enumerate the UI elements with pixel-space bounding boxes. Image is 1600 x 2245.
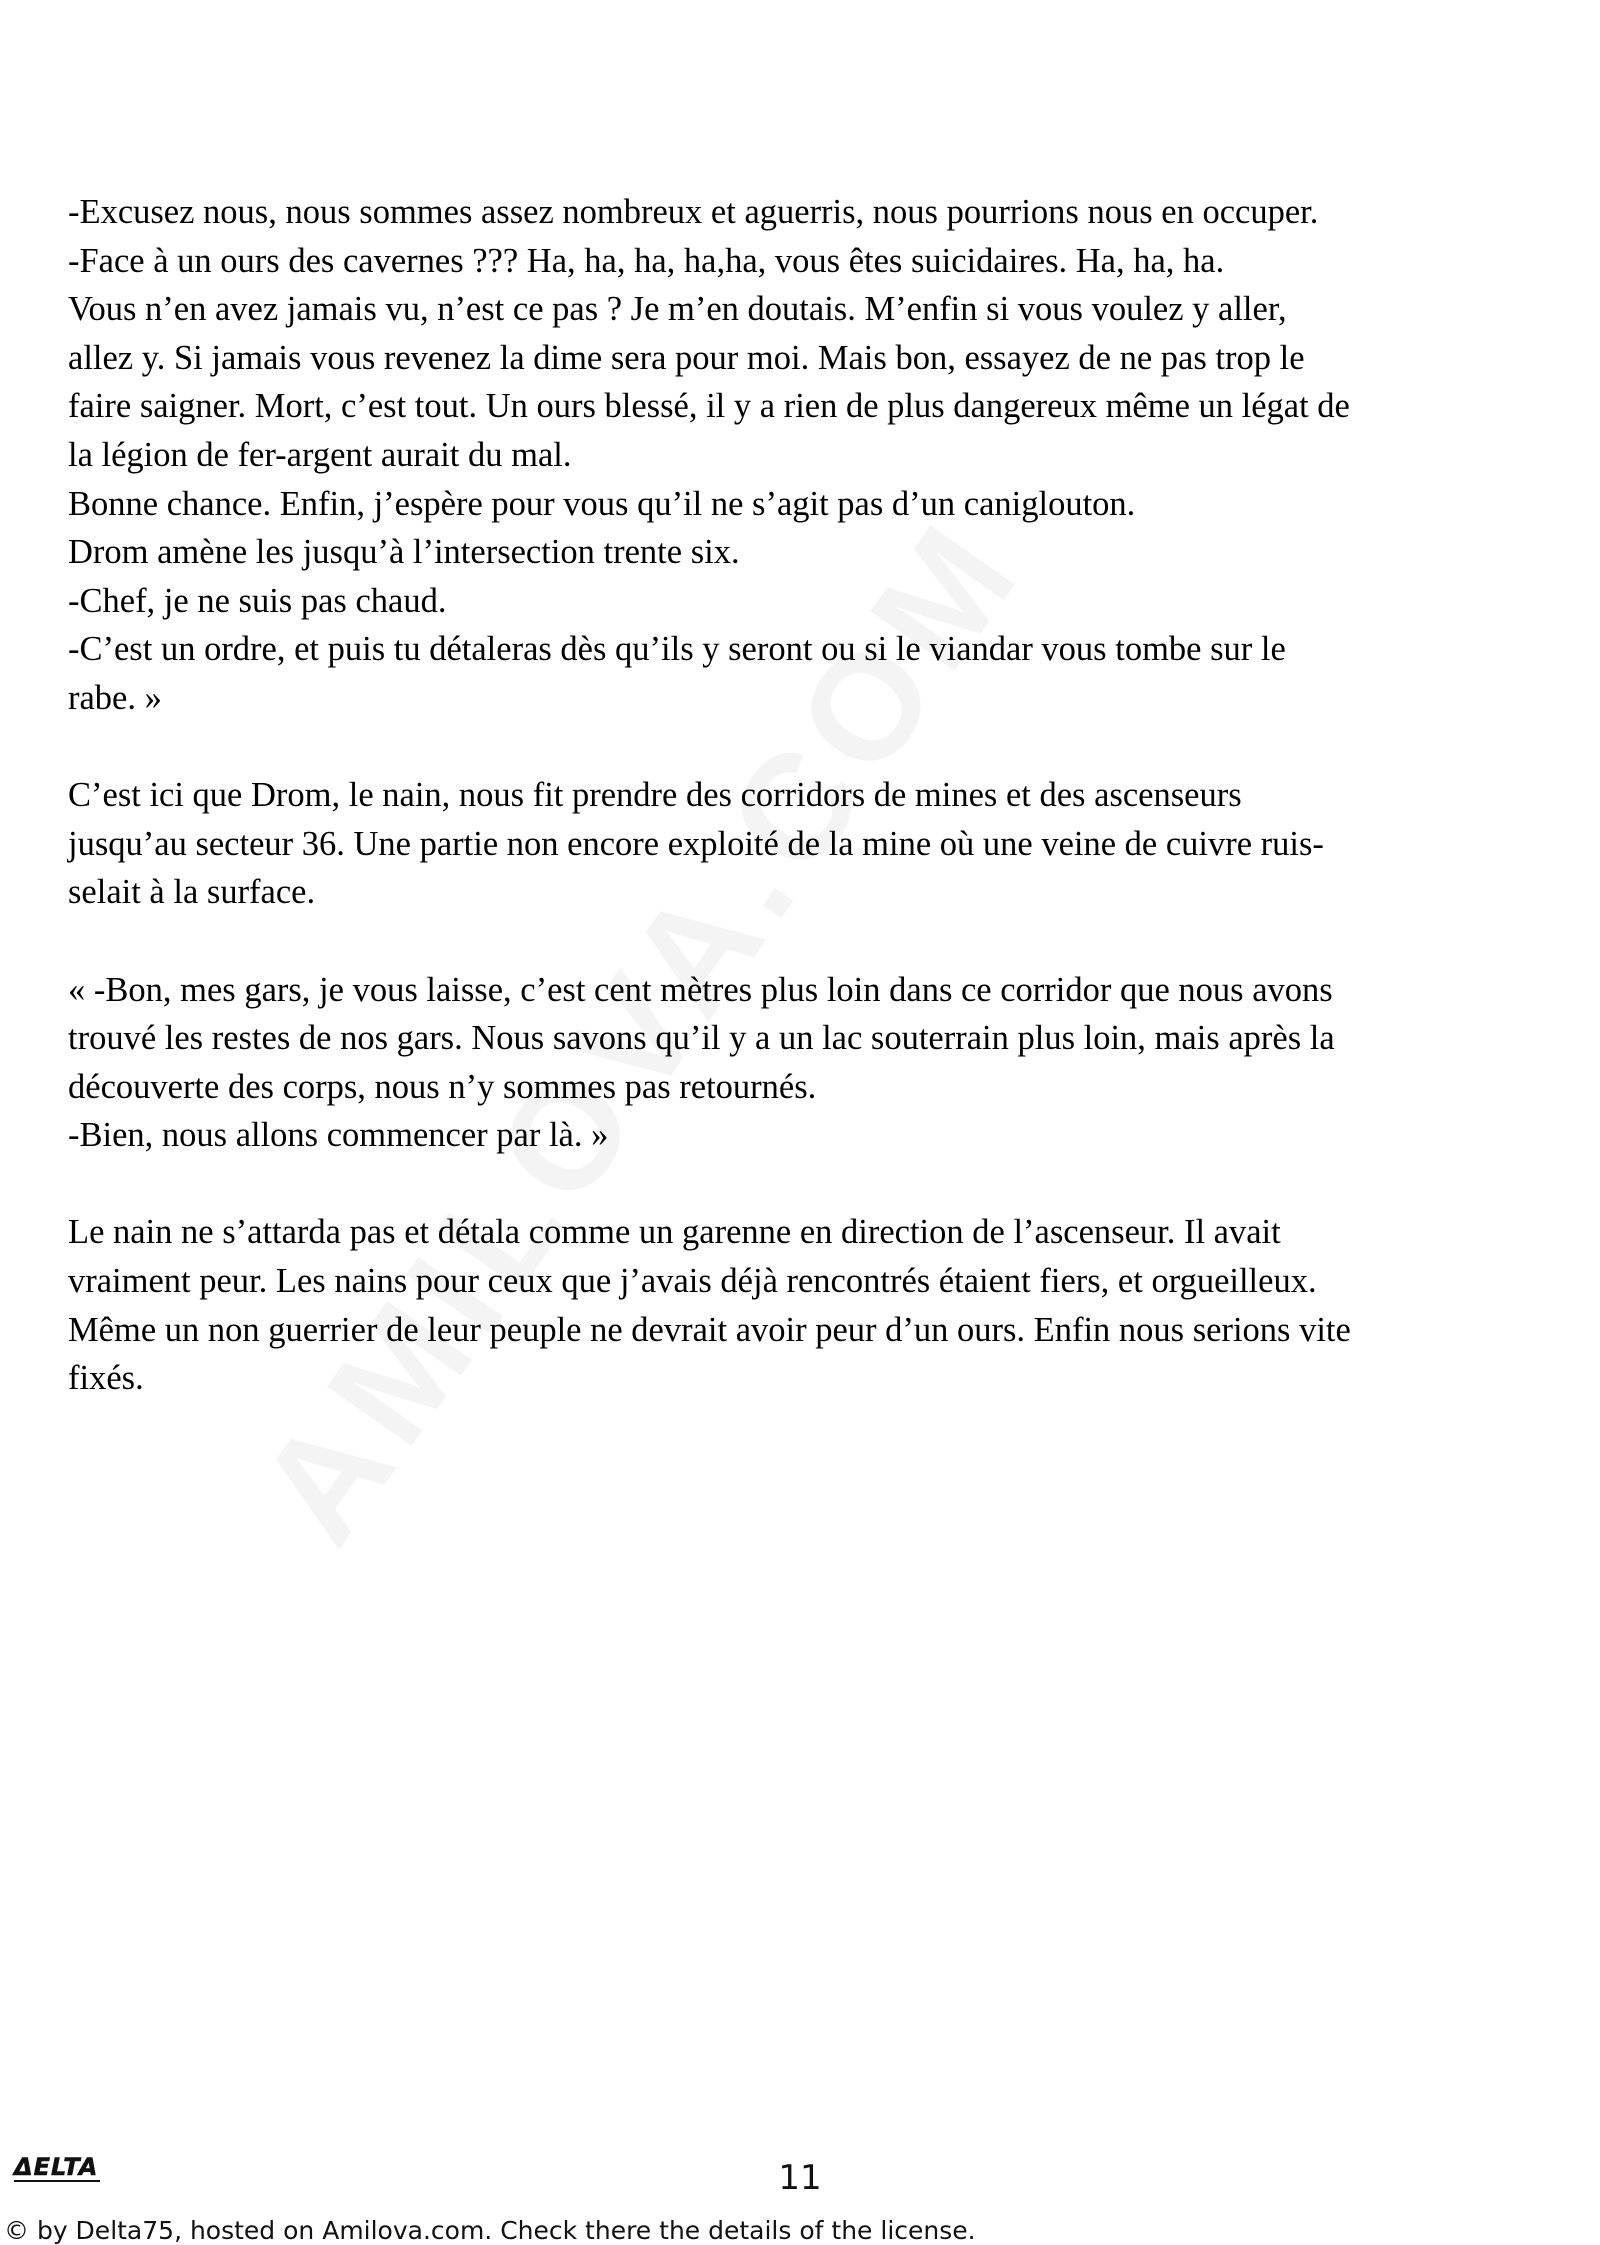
text-line: la légion de fer-argent aurait du mal. — [68, 435, 572, 474]
text-line: C’est ici que Drom, le nain, nous fit prendre des corridors de mines et des ascenseurs — [68, 776, 1242, 815]
paragraph — [68, 966, 1588, 1160]
text-line: -Bien, nous allons commencer par là. » — [68, 1116, 609, 1155]
page-number: 11 — [778, 2158, 822, 2198]
delta-logo-icon — [10, 2146, 104, 2186]
text-line: Le nain ne s’attarda pas et détala comme un garenne en direction de l’ascenseur. Il avait — [68, 1213, 1281, 1252]
text-line: selait à la surface. — [68, 873, 316, 912]
paragraph — [68, 188, 1588, 723]
body-text — [68, 188, 1588, 1403]
text-line: jusqu’au secteur 36. Une partie non encore exploité de la mine où une veine de cuivre ruis- — [68, 824, 1324, 863]
text-line: rabe. » — [68, 678, 162, 717]
text-line: Bonne chance. Enfin, j’espère pour vous qu’il ne s’agit pas d’un caniglouton. — [68, 484, 1136, 523]
text-line: fixés. — [68, 1359, 144, 1398]
text-line: faire saigner. Mort, c’est tout. Un ours blessé, il y a rien de plus dangereux même un légat de — [68, 387, 1350, 426]
text-line: vraiment peur. Les nains pour ceux que j’avais déjà rencontrés étaient fiers, et orgueilleux. — [68, 1262, 1317, 1301]
svg-text:ΔELTA: ΔELTA — [14, 2153, 99, 2181]
paragraph — [68, 1208, 1588, 1402]
text-line: -Chef, je ne suis pas chaud. — [68, 581, 447, 620]
paragraph-gap — [68, 917, 1588, 966]
text-line: Drom amène les jusqu’à l’intersection trente six. — [68, 533, 740, 572]
paragraph — [68, 771, 1588, 917]
text-line: découverte des corps, nous n’y sommes pas retournés. — [68, 1067, 817, 1106]
license-notice: © by Delta75, hosted on Amilova.com. Check there the details of the license. — [4, 2216, 976, 2245]
text-line: « -Bon, mes gars, je vous laisse, c’est cent mètres plus loin dans ce corridor que nous avons — [68, 970, 1333, 1009]
text-line: Vous n’en avez jamais vu, n’est ce pas ? Je m’en doutais. M’enfin si vous voulez y aller, — [68, 290, 1287, 329]
text-line: -C’est un ordre, et puis tu détaleras dès qu’ils y seront ou si le viandar vous tombe sur le — [68, 630, 1286, 669]
text-line: allez y. Si jamais vous revenez la dime sera pour moi. Mais bon, essayez de ne pas trop le — [68, 338, 1305, 377]
text-line: -Face à un ours des cavernes ??? Ha, ha, ha, ha,ha, vous êtes suicidaires. Ha, ha, ha. — [68, 241, 1225, 280]
paragraph-gap — [68, 723, 1588, 772]
paragraph-gap — [68, 1160, 1588, 1209]
text-line: Même un non guerrier de leur peuple ne devrait avoir peur d’un ours. Enfin nous serions vite — [68, 1310, 1351, 1349]
text-line: -Excusez nous, nous sommes assez nombreux et aguerris, nous pourrions nous en occuper. — [68, 193, 1319, 231]
text-line: trouvé les restes de nos gars. Nous savons qu’il y a un lac souterrain plus loin, mais après la — [68, 1019, 1335, 1058]
